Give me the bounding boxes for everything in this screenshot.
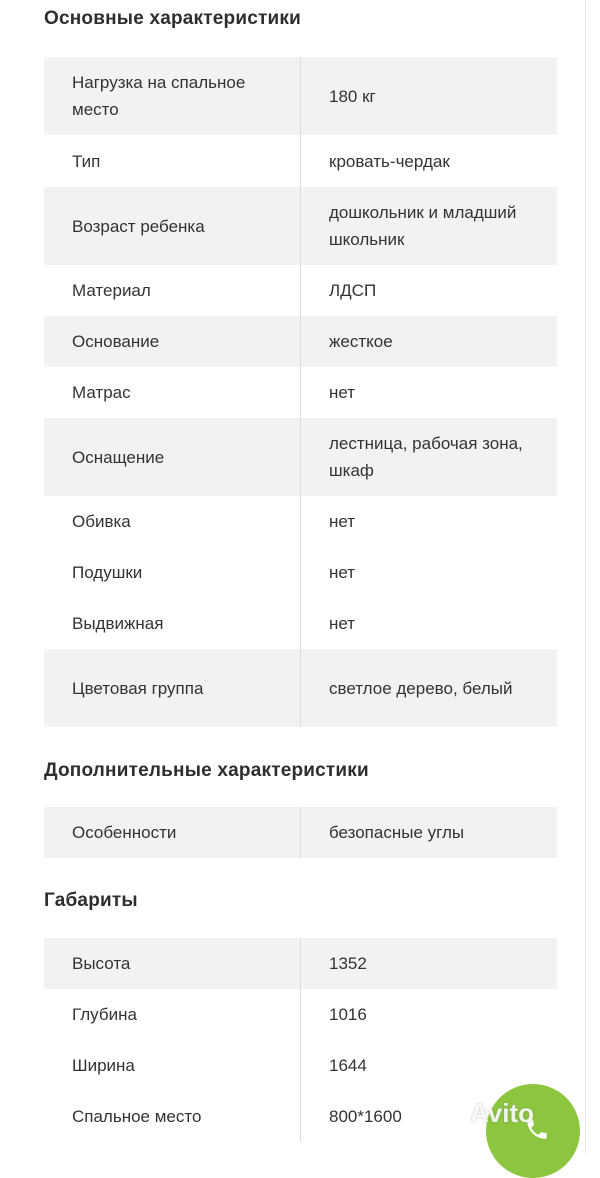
- spec-label: Материал: [72, 281, 151, 300]
- spec-label: Цветовая группа: [72, 678, 204, 698]
- spec-label: Основание: [72, 332, 160, 351]
- spec-table-extra: [44, 807, 557, 858]
- spec-value: дошкольник и младший школьник: [329, 203, 517, 249]
- spec-value: жесткое: [329, 332, 393, 351]
- section-title-extra: Дополнительные характеристики: [44, 760, 369, 781]
- spec-value: безопасные углы: [329, 823, 465, 842]
- spec-value: нет: [329, 383, 356, 402]
- avito-watermark: [470, 1082, 580, 1154]
- spec-label: Выдвижная: [72, 614, 164, 633]
- page-edge-line: [585, 0, 586, 1154]
- spec-label: Обивка: [72, 512, 131, 531]
- spec-label: Спальное место: [72, 1107, 202, 1126]
- spec-value: 800*1600: [329, 1107, 402, 1126]
- spec-value: 1352: [329, 954, 367, 973]
- spec-value: нет: [329, 614, 356, 633]
- spec-label: Оснащение: [72, 447, 165, 467]
- section-title-dimensions: Габариты: [44, 890, 138, 911]
- spec-table-main: [44, 57, 557, 727]
- spec-label: Возраст ребенка: [72, 216, 205, 236]
- spec-label: Высота: [72, 954, 131, 973]
- spec-value: светлое дерево, белый: [329, 678, 513, 698]
- spec-value: лестница, рабочая зона, шкаф: [329, 434, 523, 480]
- spec-label: Матрас: [72, 383, 131, 402]
- spec-value: 180 кг: [329, 86, 376, 106]
- column-divider: [300, 938, 301, 1142]
- spec-label: Ширина: [72, 1056, 135, 1075]
- spec-label: Подушки: [72, 563, 143, 582]
- spec-value: кровать-чердак: [329, 151, 450, 171]
- column-divider: [300, 57, 301, 727]
- spec-value: ЛДСП: [329, 281, 377, 300]
- section-title-main: Основные характеристики: [44, 8, 301, 29]
- spec-label: Нагрузка на спальное место: [72, 73, 246, 119]
- spec-value: нет: [329, 563, 356, 582]
- spec-value: нет: [329, 512, 356, 531]
- spec-label: Особенности: [72, 823, 177, 842]
- spec-value: 1016: [329, 1005, 367, 1024]
- spec-label: Тип: [72, 151, 101, 171]
- spec-value: 1644: [329, 1056, 367, 1075]
- column-divider: [300, 807, 301, 858]
- avito-logo-text: Avito: [470, 1098, 535, 1128]
- spec-label: Глубина: [72, 1005, 137, 1024]
